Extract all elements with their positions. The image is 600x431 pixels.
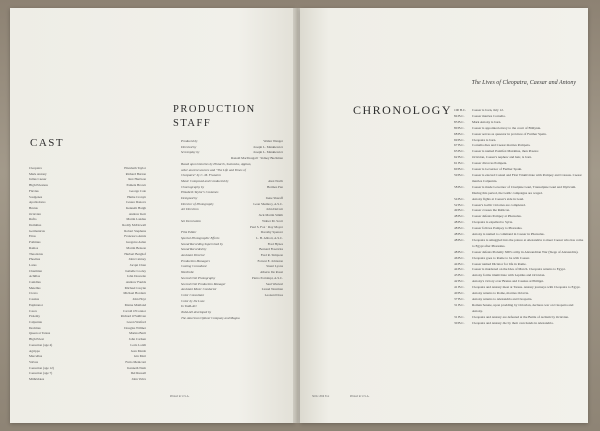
cast-row bbox=[29, 377, 146, 383]
chronology-year: 43 B.C. bbox=[454, 273, 465, 278]
chronology-year: 67 B.C. bbox=[454, 143, 465, 148]
staff-person: Pietro Portalupi, A.S.C. bbox=[251, 275, 283, 280]
chronology-year: 41 B.C. bbox=[454, 285, 465, 290]
cast-actor: Douglas Wilmer bbox=[124, 325, 146, 330]
staff-person: Leon Shamroy, A.S.C. bbox=[253, 201, 283, 206]
cast-actor: John Carlsen bbox=[128, 337, 146, 342]
cast-actor: Richard Burton bbox=[125, 171, 146, 176]
cast-actor: Martin Benson bbox=[126, 245, 146, 250]
cast-role: Canidius bbox=[29, 280, 41, 285]
cast-actor: Kenneth Haigh bbox=[125, 205, 146, 210]
cast-actor: John Doucette bbox=[127, 274, 146, 279]
cast-actor: Loris Loddi bbox=[130, 342, 146, 347]
cast-actor: John Cairney bbox=[128, 257, 146, 262]
cast-role: Julius Caesar bbox=[29, 177, 47, 182]
chronology-event: Caesar is Governor of Further Spain. bbox=[472, 167, 523, 172]
chronology-event: Antony's victory over Brutus and Cassius at Philippi. bbox=[472, 279, 544, 284]
chronology-item bbox=[454, 238, 584, 250]
staff-person: Alex North bbox=[268, 178, 283, 183]
chronology-year: 49 B.C. bbox=[454, 208, 465, 213]
staff-role: Music Composed and Conducted by bbox=[181, 178, 229, 183]
chronology-year: 54 B.C. bbox=[454, 196, 465, 201]
chronology-event: Cornelia dies and Caesar marries Pompeia. bbox=[472, 143, 531, 148]
cast-role: Caesarion (age 4) bbox=[29, 342, 53, 347]
chronology-event: Caesar defeats Ptolemy XIII's army in Alexandrian War (Siege of Alexandria). bbox=[472, 249, 579, 254]
cast-role: Valvus bbox=[29, 359, 38, 364]
staff-role: Directed by bbox=[181, 144, 197, 149]
staff-person: Fred R. Simpson bbox=[260, 253, 283, 258]
cast-role: Metellus bbox=[29, 285, 41, 290]
chronology-event: Cleopatra and Antony meet at Tarsus. Antony journeys with Cleopatra to Egypt. bbox=[472, 285, 581, 290]
cast-actor: Andrew Keir bbox=[128, 211, 146, 216]
chronology-event: Caesar is born, July 12. bbox=[472, 108, 504, 112]
chronology-event: Cleopatra is expelled to Syria. bbox=[472, 220, 513, 225]
staff-role: Color Consultant bbox=[181, 292, 204, 297]
chronology-event: Antony returns to Alexandria and Cleopatra. bbox=[472, 297, 533, 301]
cast-actor: Carroll O'Connor bbox=[122, 308, 146, 313]
chronology-event: Cleopatra is smuggled into the palace at Alexandria to meet Caesar who has come to Egypt after Pharsalus. bbox=[472, 237, 584, 248]
chronology-year: 31 B.C. bbox=[454, 302, 465, 307]
chronology-year: 61 B.C. bbox=[454, 161, 465, 166]
staff-person: Bernard Freericks bbox=[259, 247, 283, 252]
chronology-year: 48 B.C. bbox=[454, 214, 465, 219]
cast-role: Domitius bbox=[29, 223, 42, 228]
cast-actor: Herbert Berghof bbox=[124, 251, 146, 256]
chronology-year: 40 B.C. bbox=[454, 291, 465, 296]
production-heading-line2: STAFF bbox=[173, 118, 212, 129]
chronology-year: 100 B.C. bbox=[454, 108, 467, 112]
chronology-year: 63 B.C. bbox=[454, 149, 465, 154]
cast-role: Rufio bbox=[29, 217, 37, 222]
chronology-event: Mark Antony is born. bbox=[472, 119, 502, 124]
chronology-event: Antony returns to Rome, marries Octavia. bbox=[472, 291, 529, 296]
staff-role: Second Unit Production Manager bbox=[181, 281, 226, 286]
cast-role: Sosigenes bbox=[29, 194, 43, 199]
series-title: The Lives of Cleopatra, Caesar and Antony bbox=[471, 80, 576, 86]
staff-person: Leonard Doss bbox=[264, 292, 283, 297]
staff-role: Art Direction bbox=[181, 207, 199, 212]
staff-person: Walter M. Scott bbox=[262, 218, 283, 223]
cast-actor: Marne Maitland bbox=[124, 302, 146, 307]
cast-heading: CAST bbox=[30, 137, 65, 149]
cast-role: Casca bbox=[29, 308, 37, 313]
chronology-event: Caesar is made Governor of Cisalpine Gaul, Transalpine Gaul and Illyricum. During this period, the Gallic campaigns are waged. bbox=[472, 184, 577, 195]
staff-person: Joseph L. Mankiewicz bbox=[253, 144, 283, 149]
cast-role: Cleopatra bbox=[29, 166, 42, 170]
right-page-footer-left: Stills: 20th Fox bbox=[312, 395, 330, 398]
cast-role: Caesarion (age 12) bbox=[29, 365, 54, 370]
cast-role: Ramos bbox=[29, 245, 39, 250]
chronology-event: Roman Senate, upon prodding by Octavian, declares war on Cleopatra and Antony. bbox=[472, 302, 574, 313]
right-page bbox=[300, 8, 588, 423]
chronology-event: Caesar is named Pontifex Maximus, then Praetor. bbox=[472, 149, 540, 154]
staff-role: Second Unit Photography bbox=[181, 275, 216, 280]
chronology-year: 48 B.C. bbox=[454, 220, 465, 225]
chronology-event: Caesar crosses the Rubicon. bbox=[472, 208, 511, 213]
staff-person: Walter Wanger bbox=[263, 139, 283, 143]
staff-person: Jack Martin Smith bbox=[258, 213, 283, 218]
cast-role: Marcellus bbox=[29, 354, 43, 359]
staff-role: Director of Photography bbox=[181, 201, 214, 206]
chronology-event: Antony is named to command in Caesar in Pharsalus. bbox=[472, 232, 545, 237]
chronology-event: Caesar is appointed envoy to the court of Bithynia. bbox=[472, 125, 542, 130]
cast-role: Charmian bbox=[29, 268, 43, 273]
production-heading-line1: PRODUCTION bbox=[173, 104, 256, 115]
chronology-year: 59 B.C. bbox=[454, 172, 465, 177]
cast-role: Cicero bbox=[29, 291, 38, 296]
staff-role: Designed by bbox=[181, 196, 198, 201]
chronology-event: Caesar's Gallic victories are completed. bbox=[472, 202, 526, 207]
chronology-event: Caesar marries Cornelia. bbox=[472, 113, 506, 118]
cast-actor: Rex Harrison bbox=[128, 177, 146, 182]
chronology-year: 83 B.C. bbox=[454, 119, 465, 124]
staff-role: Color by De Luxe bbox=[181, 298, 205, 303]
chronology-year: 48 B.C. bbox=[454, 232, 465, 237]
cast-actor: Jean Marsh bbox=[130, 348, 146, 353]
staff-person: Fred Hynes bbox=[267, 241, 283, 246]
chronology-list bbox=[454, 108, 584, 327]
chronology-year: 31 B.C. bbox=[454, 314, 465, 319]
cast-role: Eiras bbox=[29, 234, 36, 239]
cast-role: Queen at Tarsus bbox=[29, 331, 51, 336]
cast-actor: Martin Landau bbox=[126, 217, 146, 222]
cast-actor: Roddy McDowall bbox=[122, 223, 146, 228]
chronology-year: 68 B.C. bbox=[454, 131, 465, 136]
staff-role: Elizabeth Taylor's Costumes bbox=[181, 190, 219, 195]
production-staff-heading bbox=[173, 103, 256, 131]
chronology-year: 80 B.C. bbox=[454, 125, 465, 130]
cast-role: Euphranor bbox=[29, 302, 43, 307]
chronology-item bbox=[454, 185, 584, 197]
chronology-event: Cleopatra is born. bbox=[472, 137, 497, 142]
cast-actor: Isabelle Cooley bbox=[125, 268, 146, 273]
cast-actor: John Valva bbox=[131, 377, 146, 382]
cast-role: Agrippa bbox=[29, 348, 40, 353]
chronology-event: Cleopatra goes to Rome to be with Caesar. bbox=[472, 255, 530, 260]
staff-person: Forrest E. Johnston bbox=[257, 258, 283, 263]
staff-role: The American Optical Company and Magna bbox=[181, 315, 240, 320]
chronology-event: Caesar named Dictator for life in Rome. bbox=[472, 261, 527, 266]
staff-person: Ranald MacDougall · Sidney Buchman bbox=[230, 156, 283, 161]
chronology-event: Antony fights at Caesar's side in Gaul. bbox=[472, 196, 525, 201]
cast-role: Flavius bbox=[29, 188, 39, 193]
chronology-year: 62 B.C. bbox=[454, 155, 465, 160]
staff-person: Saul Wurtzel bbox=[265, 281, 283, 286]
staff-person: Dorothy Spencer bbox=[260, 230, 283, 235]
chronology-year: 48 B.C. bbox=[454, 237, 465, 242]
cast-role: Achillas bbox=[29, 274, 40, 279]
cast-role: Mark Antony bbox=[29, 171, 47, 176]
production-staff-list bbox=[181, 139, 283, 322]
cast-role: Caesarion (age 7) bbox=[29, 371, 53, 376]
chronology-year: 84 B.C. bbox=[454, 113, 465, 118]
cast-role: Decimus bbox=[29, 325, 41, 330]
staff-role: Set Decoration bbox=[181, 218, 201, 223]
cast-actor: Elizabeth Taylor bbox=[124, 166, 146, 170]
left-page-footer: Printed in U.S.A. bbox=[170, 395, 190, 398]
staff-role: Special Photographic Effects bbox=[181, 235, 220, 240]
chronology-year: 30 B.C. bbox=[454, 320, 465, 325]
cast-actor: Gwen Watford bbox=[126, 319, 146, 324]
staff-role: Assistant Director bbox=[181, 253, 205, 258]
chronology-year: 44 B.C. bbox=[454, 261, 465, 266]
cast-role: Pothinus bbox=[29, 240, 41, 245]
staff-person: Irene Sharaff bbox=[265, 196, 283, 201]
cast-actor: Richard O'Sullivan bbox=[120, 314, 146, 319]
staff-row bbox=[181, 316, 283, 322]
cast-role: Apollodorus bbox=[29, 200, 46, 205]
cast-role: Germanicus bbox=[29, 228, 45, 233]
chronology-event: Cleopatra and Antony die by their own hands in Alexandria. bbox=[472, 320, 554, 325]
cast-actor: Francesca Annis bbox=[124, 234, 146, 239]
chronology-event: Caesar is elected Consul and First Triumvirate with Pompey and Crassus. Caesar marries Calpurnia. bbox=[472, 172, 582, 183]
cast-actor: Kenneth Nash bbox=[127, 365, 146, 370]
cast-actor: Del Russell bbox=[130, 371, 146, 376]
chronology-year: 48 B.C. bbox=[454, 226, 465, 231]
chronology-event: Caesar divorces Pompeia. bbox=[472, 161, 508, 166]
cast-role: Theodotus bbox=[29, 251, 43, 256]
cast-actor: Jacqui Chan bbox=[129, 262, 146, 267]
staff-person: John DeCuir bbox=[266, 207, 283, 212]
cast-role: Mithridates bbox=[29, 377, 45, 382]
cast-role: Brutus bbox=[29, 205, 38, 210]
staff-role: Casting Consultant bbox=[181, 264, 207, 269]
staff-person: Hermes Pan bbox=[266, 184, 283, 189]
cast-actor: Michael Gwynn bbox=[124, 285, 146, 290]
cast-actor: Pamela Brown bbox=[126, 183, 146, 188]
staff-person: L. B. Abbott, A.S.C. bbox=[256, 235, 283, 240]
staff-person: Joseph L. Mankiewicz bbox=[253, 150, 283, 155]
chronology-item bbox=[454, 321, 584, 327]
cast-actor: John Hoyt bbox=[132, 297, 146, 302]
cast-actor: Gin Mart bbox=[133, 354, 146, 359]
chronology-event: Cleopatra and Antony are defeated at the Battle of Actium by Octavian. bbox=[472, 314, 569, 319]
cast-actor: Robert Stephens bbox=[124, 228, 146, 233]
chronology-year: 60 B.C. bbox=[454, 167, 465, 172]
cast-list bbox=[29, 166, 146, 383]
cast-actor: Andrew Faulds bbox=[125, 280, 146, 285]
cast-actor: Gregoire Aslan bbox=[125, 240, 146, 245]
chronology-item bbox=[454, 303, 584, 315]
cast-role: Calpurnia bbox=[29, 319, 43, 324]
chronology-event: Caesar is murdered on the Ides of March. Cleopatra returns to Egypt. bbox=[472, 267, 566, 272]
chronology-year: 46 B.C. bbox=[454, 255, 465, 260]
cast-role: Phoebus bbox=[29, 257, 41, 262]
chronology-event: Antony forms triumvirate with Lepidus and Octavian. bbox=[472, 273, 546, 278]
staff-role: Choreography by bbox=[181, 184, 205, 189]
chronology-year: 37 B.C. bbox=[454, 297, 465, 301]
staff-role: Produced by bbox=[181, 139, 198, 143]
staff-role: Sound Recording Supervised by bbox=[181, 241, 223, 246]
staff-role: In Todd-AO bbox=[181, 304, 197, 309]
staff-role: Production Managers bbox=[181, 258, 210, 263]
staff-person: Paul S. Fox · Ray Moyer bbox=[250, 224, 283, 229]
staff-person: Alberto De Rossi bbox=[260, 270, 283, 275]
cast-actor: Marina Berti bbox=[129, 331, 146, 336]
cast-actor: Cesare Danova bbox=[125, 200, 146, 205]
cast-role: Lotus bbox=[29, 262, 37, 267]
right-page-footer-right: Printed in U.S.A. bbox=[350, 395, 370, 398]
staff-role: Screenplay by bbox=[181, 150, 200, 155]
cast-actor: Hume Cronyn bbox=[127, 194, 146, 199]
cast-role: High Priestess bbox=[29, 183, 48, 188]
chronology-year: 48 B.C. bbox=[454, 249, 465, 254]
cast-role: Cassius bbox=[29, 297, 40, 302]
staff-role: Cleopatra" by C. M. Franzero bbox=[181, 173, 221, 178]
chronology-heading: CHRONOLOGY bbox=[353, 103, 452, 117]
staff-role: Film Editor bbox=[181, 230, 197, 235]
chronology-event: Octavian, Caesar's nephew and heir, is born. bbox=[472, 155, 533, 160]
chronology-event: Caesar defeats Pompey at Pharsalus. bbox=[472, 214, 522, 219]
staff-role: Based upon histories by Plutarch, Suetonius, Appian, bbox=[181, 161, 252, 166]
chronology-year: 52 B.C. bbox=[454, 202, 465, 207]
staff-role: Assistant Music Conductor bbox=[181, 287, 217, 292]
cast-role: Ptolemy bbox=[29, 314, 40, 319]
chronology-item bbox=[454, 173, 584, 185]
staff-role: Todd-AO developed by bbox=[181, 310, 212, 315]
chronology-year: 42 B.C. bbox=[454, 279, 465, 284]
cast-actor: George Cole bbox=[129, 188, 146, 193]
cast-actor: Furio Meniconi bbox=[125, 359, 146, 364]
chronology-year: 69 B.C. bbox=[454, 137, 465, 142]
chronology-year: 58 B.C. bbox=[454, 184, 465, 189]
chronology-event: Caesar follows Pompey to Pharsalus. bbox=[472, 226, 523, 231]
cast-role: High Priest bbox=[29, 337, 44, 342]
chronology-event: Caesar serves as quaestor in province of Further Spain. bbox=[472, 131, 547, 136]
staff-role: other ancient sources and "The Life and Times of bbox=[181, 167, 246, 172]
cast-role: Octavian bbox=[29, 211, 41, 216]
staff-role: Wardrobe bbox=[181, 270, 194, 275]
cast-actor: Michael Hordern bbox=[123, 291, 146, 296]
chronology-year: 44 B.C. bbox=[454, 267, 465, 272]
left-page bbox=[10, 8, 295, 423]
staff-person: Stuart Lyons bbox=[266, 264, 283, 269]
staff-person: Lionel Newman bbox=[261, 287, 283, 292]
staff-role: Sound Recorded by bbox=[181, 247, 207, 252]
